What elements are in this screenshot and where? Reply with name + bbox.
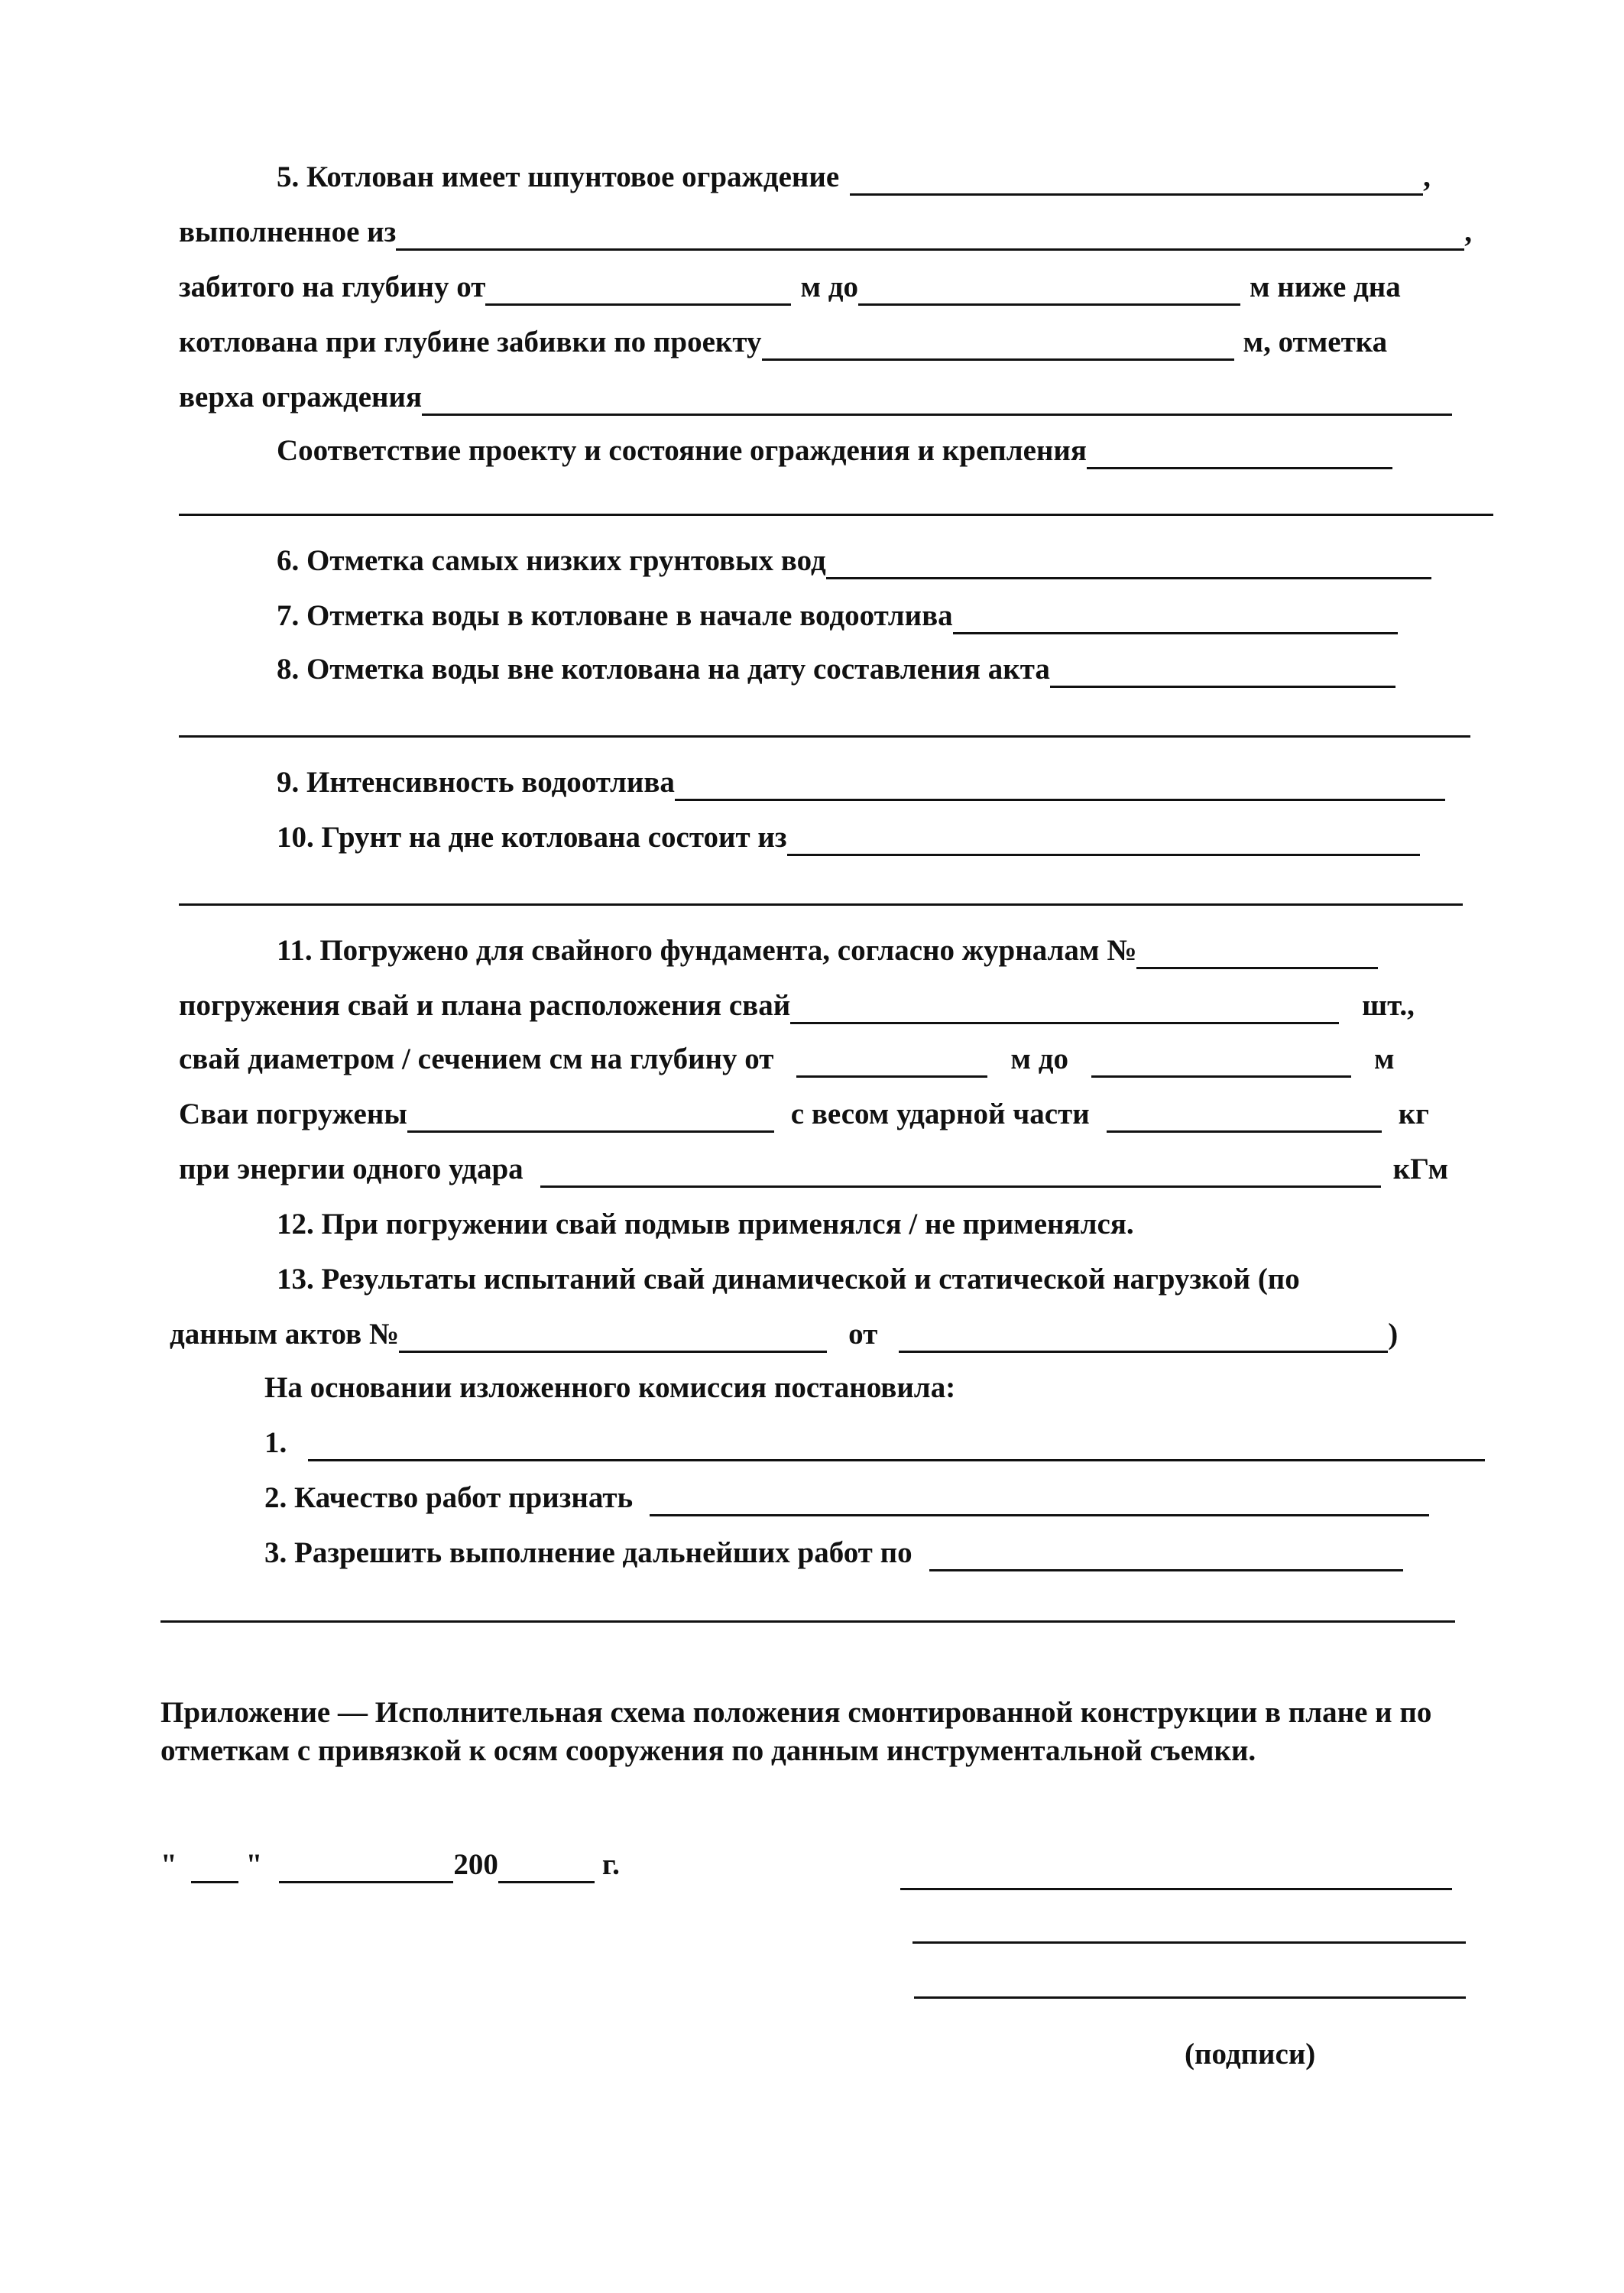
test-acts-date-field[interactable] [899,1323,1388,1353]
decision-point2: 2. Качество работ признать [264,1480,1429,1516]
fence-top-mark-field[interactable] [422,386,1452,416]
date-month-field[interactable] [279,1854,453,1883]
groundwater-mark-field[interactable] [826,550,1431,579]
pile-depth-to-field[interactable] [1091,1048,1351,1078]
conformity-field[interactable] [1087,439,1392,469]
item13-line2: данным актов № от ) [170,1316,1398,1353]
pumping-intensity-field[interactable] [675,771,1445,801]
date-day-field[interactable] [191,1854,238,1883]
decision-heading: На основании изложенного комиссия постановила: [264,1371,956,1404]
pile-depth-from-field[interactable] [796,1048,987,1078]
item5-line3: забитого на глубину от м до м ниже дна [179,269,1401,306]
signature-line-2[interactable] [912,1941,1466,1944]
item10-continuation-line[interactable] [179,903,1463,906]
decision-1-field[interactable] [308,1432,1485,1461]
signature-line-3[interactable] [914,1996,1466,1999]
item5-conformity: Соответствие проекту и состояние ограждения и крепления [277,433,1392,469]
fence-material-field[interactable] [396,221,1464,251]
water-outside-mark-field[interactable] [1050,658,1395,688]
journal-number-field[interactable] [1136,939,1378,969]
conformity-continuation-line[interactable] [179,514,1493,516]
depth-to-field[interactable] [858,276,1240,306]
soil-description-field[interactable] [787,826,1420,856]
item11-line1: 11. Погружено для свайного фундамента, согласно журналам № [277,932,1378,969]
signatures-caption: (подписи) [1185,2038,1316,2071]
blow-energy-field[interactable] [540,1158,1381,1188]
design-depth-field[interactable] [762,331,1234,361]
quality-assessment-field[interactable] [650,1487,1429,1516]
depth-from-field[interactable] [485,276,791,306]
item10-line: 10. Грунт на дне котлована состоит из [277,819,1420,856]
item5-label: 5. Котлован имеет шпунтовое ограждение [277,161,840,193]
date-line: " " 200 г. [160,1847,620,1883]
further-works-field[interactable] [929,1542,1403,1571]
item7-line: 7. Отметка воды в котловане в начале водоотлива [277,598,1398,634]
item6-line: 6. Отметка самых низких грунтовых вод [277,543,1431,579]
test-acts-number-field[interactable] [399,1323,827,1353]
piles-count-field[interactable] [790,994,1339,1024]
decision-point1: 1. [264,1425,1485,1461]
water-start-mark-field[interactable] [953,605,1398,634]
item12-line: 12. При погружении свай подмыв применялся / не применялся. [277,1208,1134,1241]
decision-point3: 3. Разрешить выполнение дальнейших работ по [264,1535,1403,1571]
appendix-note: Приложение — Исполнительная схема положения смонтированной конструкции в плане и по отметкам с привязкой к осям сооружения по данным инструментальной съемки. [160,1696,1432,1767]
item11-line2: погружения свай и плана расположения свай шт., [179,988,1415,1024]
item9-line: 9. Интенсивность водоотлива [277,764,1445,801]
signatures-caption-line [1185,2036,1315,2073]
item5-line5: верха ограждения [179,379,1452,416]
item13-line1: 13. Результаты испытаний свай динамической и статической нагрузкой (по [277,1263,1300,1296]
fence-type-field[interactable] [850,166,1423,196]
item5-line2: выполненное из , [179,214,1472,251]
item8-line: 8. Отметка воды вне котлована на дату составления акта [277,651,1395,688]
pile-method-field[interactable] [407,1103,774,1133]
signature-line-1[interactable] [900,1888,1452,1890]
item5-line1: 5. Котлован имеет шпунтовое ограждение , [277,159,1431,196]
decision-continuation-line[interactable] [160,1620,1455,1623]
item8-continuation-line[interactable] [179,735,1470,738]
hammer-weight-field[interactable] [1107,1103,1382,1133]
item5-line4: котлована при глубине забивки по проекту м, отметка [179,324,1387,361]
item11-line3: свай диаметром / сечением см на глубину от м до м [179,1041,1395,1078]
date-year-field[interactable] [498,1854,595,1883]
item11-line5: при энергии одного удара кГм [179,1151,1448,1188]
item11-line4: Сваи погружены с весом ударной части кг [179,1096,1429,1133]
